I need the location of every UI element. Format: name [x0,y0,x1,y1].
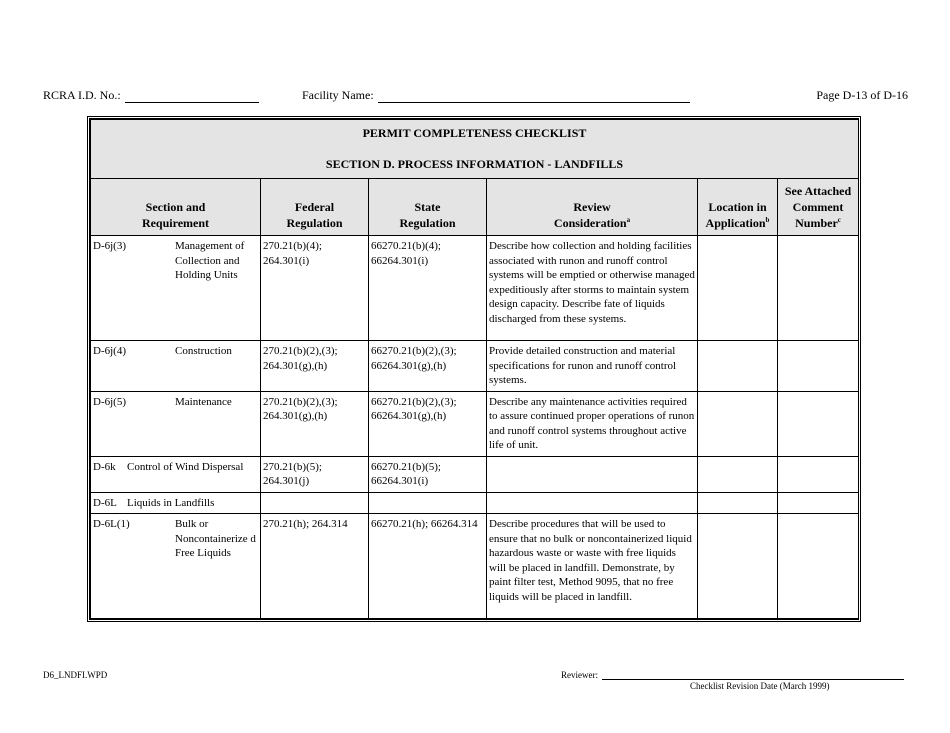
checklist-table [87,116,861,622]
row-review: Describe procedures that will be used to ensure that no bulk or noncontainerized liquid hazardous waste or waste with free liquids will be placed in landfill. Demonstrate, by paint filter test, Method 9095, that no free liquids will be placed in landfill. [487,514,698,619]
row-state: 66270.21(b)(2),(3); 66264.301(g),(h) [369,391,487,456]
facility-name-field [302,88,690,103]
row-comment-blank[interactable] [778,391,859,456]
row-comment-blank[interactable] [778,341,859,392]
rcra-id-blank[interactable] [125,91,259,103]
row-comment-blank[interactable] [778,456,859,492]
table-subtitle: SECTION D. PROCESS INFORMATION - LANDFILLS [325,156,624,171]
row-state: 66270.21(b)(5); 66264.301(i) [369,456,487,492]
row-review: Describe how collection and holding facilities associated with runon and runoff control systems will be emptied or otherwise managed expeditiously after storms to maintain system design capacity. Describe fate of liquids discharged from these systems. [487,236,698,341]
row-requirement: Construction [175,345,232,357]
row-location-blank[interactable] [698,492,778,514]
row-requirement: Bulk or Noncontainerize d Free Liquids [175,518,256,559]
row-federal: 270.21(b)(2),(3); 264.301(g),(h) [261,391,369,456]
row-code: D-6L(1) [93,518,130,530]
row-federal: 270.21(b)(4); 264.301(i) [261,236,369,341]
row-review: Describe any maintenance activities required to assure continued proper operations of runon and runoff control systems throughout active life of unit. [487,391,698,456]
row-state: 66270.21(h); 66264.314 [369,514,487,619]
page-number: Page D-13 of D-16 [816,88,908,102]
row-federal: 270.21(h); 264.314 [261,514,369,619]
row-state: 66270.21(b)(4); 66264.301(i) [369,236,487,341]
col-header-section: Section and Requirement [91,179,261,236]
col-header-review: Review Consideration$^a$ [487,179,698,236]
col-header-federal: Federal Regulation [261,179,369,236]
table-row [91,236,859,341]
row-comment-blank[interactable] [778,514,859,619]
row-location-blank[interactable] [698,514,778,619]
facility-name-blank[interactable] [378,91,690,103]
table-row [91,514,859,619]
revision-date: Checklist Revision Date (March 1999) [690,681,830,691]
row-review: Provide detailed construction and material specifications for runon and runoff control systems. [487,341,698,392]
row-location-blank[interactable] [698,456,778,492]
table-row [91,492,859,514]
reviewer-field [561,670,904,680]
row-requirement: Control of Wind Dispersal [127,460,244,473]
table-title-cell [91,120,859,179]
row-code: D-6k [93,460,116,473]
row-requirement: Liquids in Landfills [127,496,215,509]
row-location-blank[interactable] [698,391,778,456]
row-federal [261,492,369,514]
row-requirement: Management of Collection and Holding Units [175,240,245,281]
table-title: PERMIT COMPLETENESS CHECKLIST [362,126,587,140]
rcra-id-field [43,88,259,103]
row-location-blank[interactable] [698,341,778,392]
table-row [91,456,859,492]
reviewer-blank[interactable] [602,670,904,680]
reviewer-label: Reviewer: [561,670,598,680]
row-state: 66270.21(b)(2),(3); 66264.301(g),(h) [369,341,487,392]
table-row [91,391,859,456]
row-review [487,456,698,492]
row-code: D-6j(4) [93,345,126,357]
col-header-location: Location in Application$^b$ [698,179,778,236]
row-comment-blank[interactable] [778,236,859,341]
file-name: D6_LNDFI.WPD [43,670,108,680]
row-state [369,492,487,514]
rcra-id-label: RCRA I.D. No.: [43,88,121,102]
row-code: D-6j(3) [93,240,126,252]
row-federal: 270.21(b)(2),(3); 264.301(g),(h) [261,341,369,392]
row-review [487,492,698,514]
col-header-state: State Regulation [369,179,487,236]
row-comment-blank[interactable] [778,492,859,514]
row-code: D-6j(5) [93,395,126,408]
facility-name-label: Facility Name: [302,88,374,102]
row-code: D-6L [93,496,117,509]
row-location-blank[interactable] [698,236,778,341]
col-header-comment: See Attached Comment Number$^c$ [778,179,859,236]
row-federal: 270.21(b)(5); 264.301(j) [261,456,369,492]
table-row [91,341,859,392]
row-requirement: Maintenance [175,395,232,408]
